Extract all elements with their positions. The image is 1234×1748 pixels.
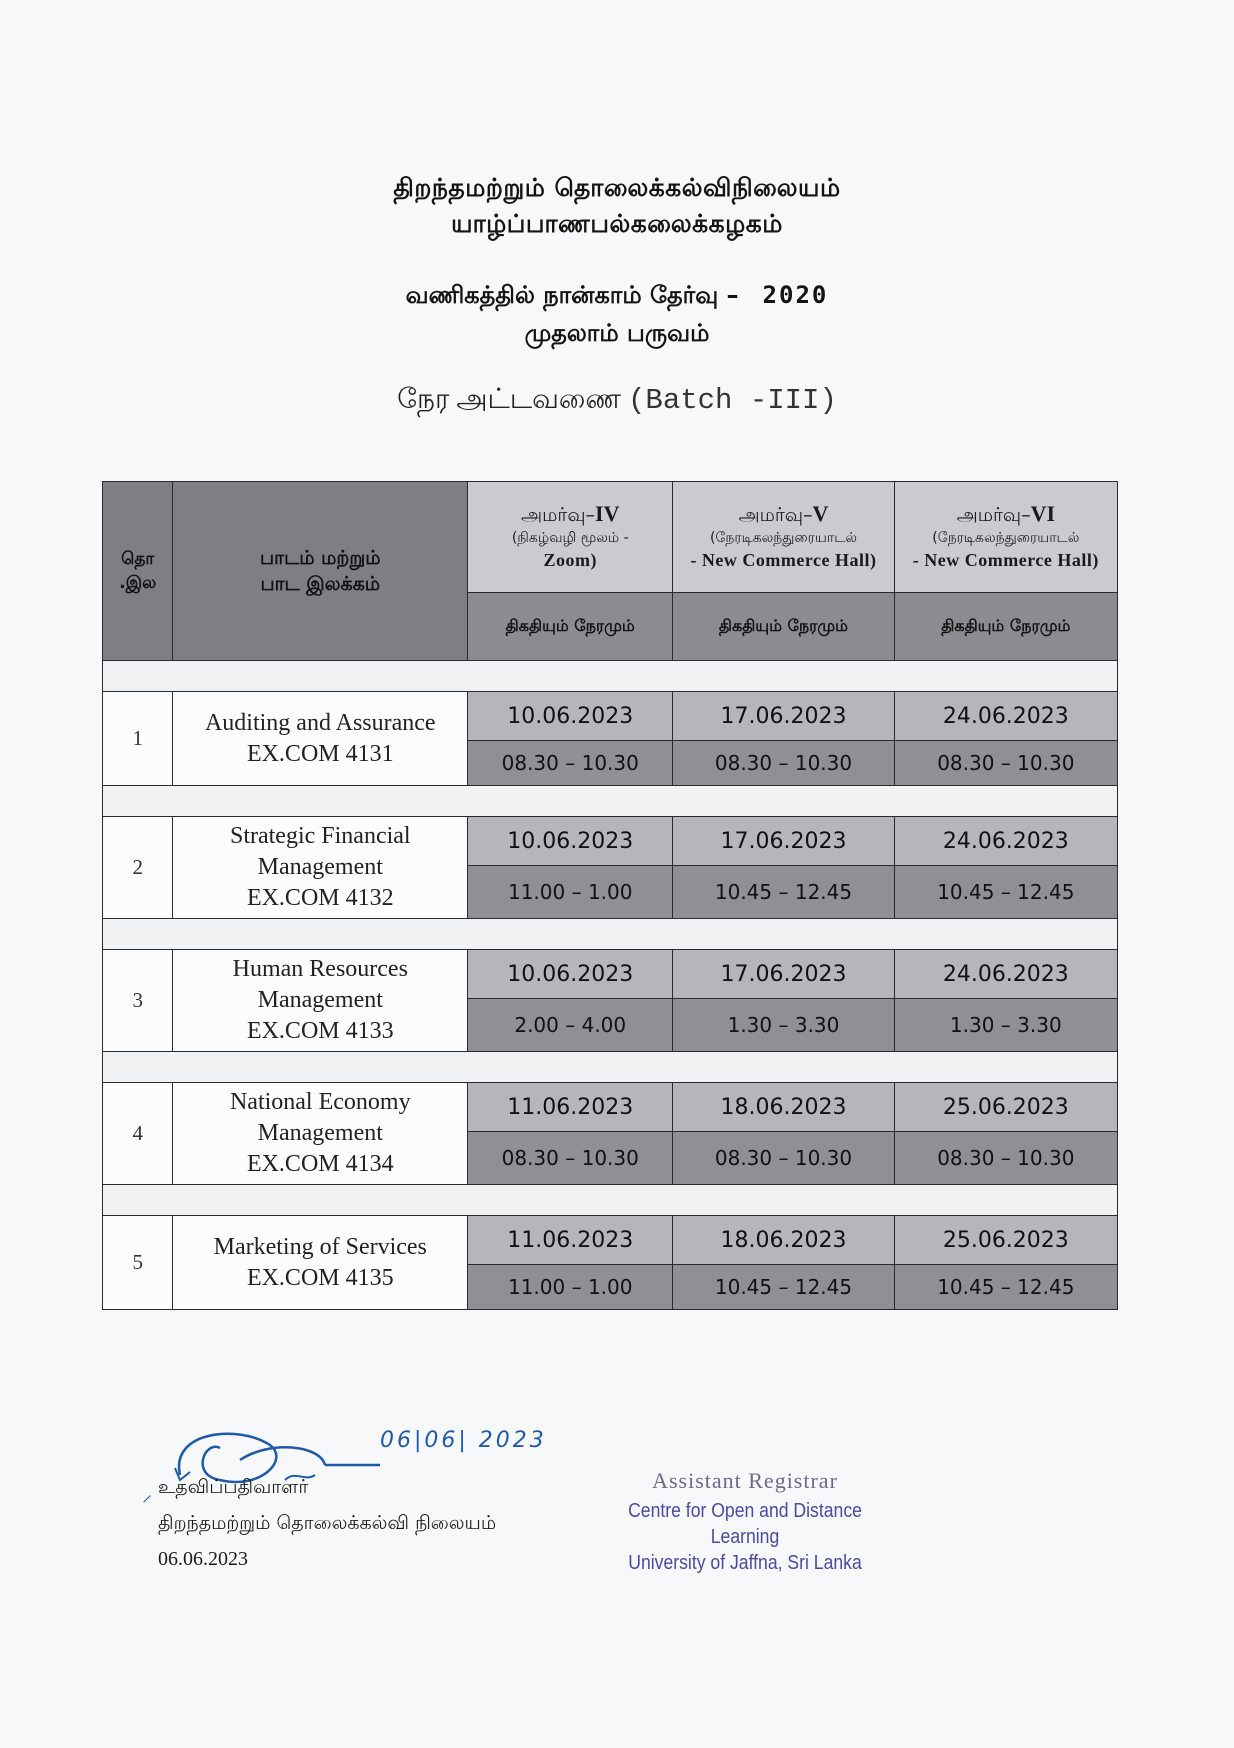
date-cell: 11.06.2023 xyxy=(468,1083,673,1132)
table-row xyxy=(103,1216,1118,1265)
subject-cell: Strategic Financial Management EX.COM 4132 xyxy=(173,817,468,919)
time-cell: 08.30 – 10.30 xyxy=(894,741,1117,786)
official-stamp xyxy=(580,1468,910,1576)
subject-cell: Human Resources Management EX.COM 4133 xyxy=(173,950,468,1052)
time-cell: 1.30 – 3.30 xyxy=(894,999,1117,1052)
date-cell: 17.06.2023 xyxy=(673,817,894,866)
table-row xyxy=(103,817,1118,866)
subheader-date-time: திகதியும் நேரமும் xyxy=(673,593,894,661)
time-cell: 11.00 – 1.00 xyxy=(468,1265,673,1310)
time-cell: 08.30 – 10.30 xyxy=(673,741,894,786)
subject-cell: Auditing and Assurance EX.COM 4131 xyxy=(173,692,468,786)
col-header-no: தொ .இல xyxy=(103,482,173,661)
col-header-subject: பாடம் மற்றும் பாட இலக்கம் xyxy=(173,482,468,661)
institution-heading xyxy=(0,170,1234,242)
tick-mark-icon: ⸝ xyxy=(142,1484,152,1506)
row-number: 3 xyxy=(103,950,173,1052)
row-number: 4 xyxy=(103,1083,173,1185)
date-cell: 24.06.2023 xyxy=(894,817,1117,866)
date-cell: 25.06.2023 xyxy=(894,1083,1117,1132)
row-spacer xyxy=(103,661,1118,692)
stamp-university: University of Jaffna, Sri Lanka xyxy=(628,1552,862,1574)
time-cell: 08.30 – 10.30 xyxy=(894,1132,1117,1185)
stamp-centre: Centre for Open and Distance Learning xyxy=(628,1500,862,1548)
row-spacer xyxy=(103,1185,1118,1216)
date-cell: 10.06.2023 xyxy=(468,817,673,866)
date-cell: 25.06.2023 xyxy=(894,1216,1117,1265)
designation-label: உதவிப்பதிவாளர் xyxy=(158,1476,309,1498)
col-header-session-vi: அமர்வு–VI (நேரடிகலந்துரையாடல் - New Commerce Hall) xyxy=(894,482,1117,593)
institution-line-2: யாழ்ப்பாணபல்கலைக்கழகம் xyxy=(451,209,783,238)
subject-cell: National Economy Management EX.COM 4134 xyxy=(173,1083,468,1185)
semester-label: முதலாம் பருவம் xyxy=(524,319,710,347)
office-label: திறந்தமற்றும் தொலைக்கல்வி நிலையம் xyxy=(158,1512,497,1534)
time-cell: 10.45 – 12.45 xyxy=(673,1265,894,1310)
time-cell: 10.45 – 12.45 xyxy=(673,866,894,919)
exam-heading xyxy=(0,276,1234,352)
date-cell: 18.06.2023 xyxy=(673,1083,894,1132)
timetable-heading xyxy=(0,380,1234,421)
batch-label: (Batch -III) xyxy=(628,384,837,417)
time-cell: 10.45 – 12.45 xyxy=(894,1265,1117,1310)
exam-timetable xyxy=(102,481,1118,1310)
subheader-date-time: திகதியும் நேரமும் xyxy=(468,593,673,661)
time-cell: 1.30 – 3.30 xyxy=(673,999,894,1052)
timetable-label: நேர அட்டவணை xyxy=(397,384,622,415)
exam-year: 2020 xyxy=(762,281,829,309)
row-number: 2 xyxy=(103,817,173,919)
institution-line-1: திறந்தமற்றும் தொலைக்கல்விநிலையம் xyxy=(393,173,841,202)
exam-title: வணிகத்தில் நான்காம் தேர்வு – xyxy=(405,281,739,309)
date-cell: 24.06.2023 xyxy=(894,950,1117,999)
row-spacer xyxy=(103,1052,1118,1083)
date-cell: 17.06.2023 xyxy=(673,950,894,999)
date-cell: 24.06.2023 xyxy=(894,692,1117,741)
table-row xyxy=(103,950,1118,999)
date-cell: 11.06.2023 xyxy=(468,1216,673,1265)
row-spacer xyxy=(103,786,1118,817)
row-number: 5 xyxy=(103,1216,173,1310)
row-spacer xyxy=(103,919,1118,950)
issue-date: 06.06.2023 xyxy=(158,1548,248,1570)
table-row xyxy=(103,1083,1118,1132)
time-cell: 08.30 – 10.30 xyxy=(468,741,673,786)
row-number: 1 xyxy=(103,692,173,786)
time-cell: 08.30 – 10.30 xyxy=(673,1132,894,1185)
subheader-date-time: திகதியும் நேரமும் xyxy=(894,593,1117,661)
stamp-title: Assistant Registrar xyxy=(652,1468,838,1493)
signature-date: 06|06| 2023 xyxy=(380,1428,547,1453)
time-cell: 11.00 – 1.00 xyxy=(468,866,673,919)
subject-cell: Marketing of Services EX.COM 4135 xyxy=(173,1216,468,1310)
date-cell: 18.06.2023 xyxy=(673,1216,894,1265)
table-row xyxy=(103,692,1118,741)
time-cell: 08.30 – 10.30 xyxy=(468,1132,673,1185)
time-cell: 10.45 – 12.45 xyxy=(894,866,1117,919)
col-header-session-v: அமர்வு–V (நேரடிகலந்துரையாடல் - New Commerce Hall) xyxy=(673,482,894,593)
date-cell: 10.06.2023 xyxy=(468,692,673,741)
col-header-session-iv: அமர்வு–IV (நிகழ்வழி மூலம் - Zoom) xyxy=(468,482,673,593)
time-cell: 2.00 – 4.00 xyxy=(468,999,673,1052)
date-cell: 17.06.2023 xyxy=(673,692,894,741)
date-cell: 10.06.2023 xyxy=(468,950,673,999)
